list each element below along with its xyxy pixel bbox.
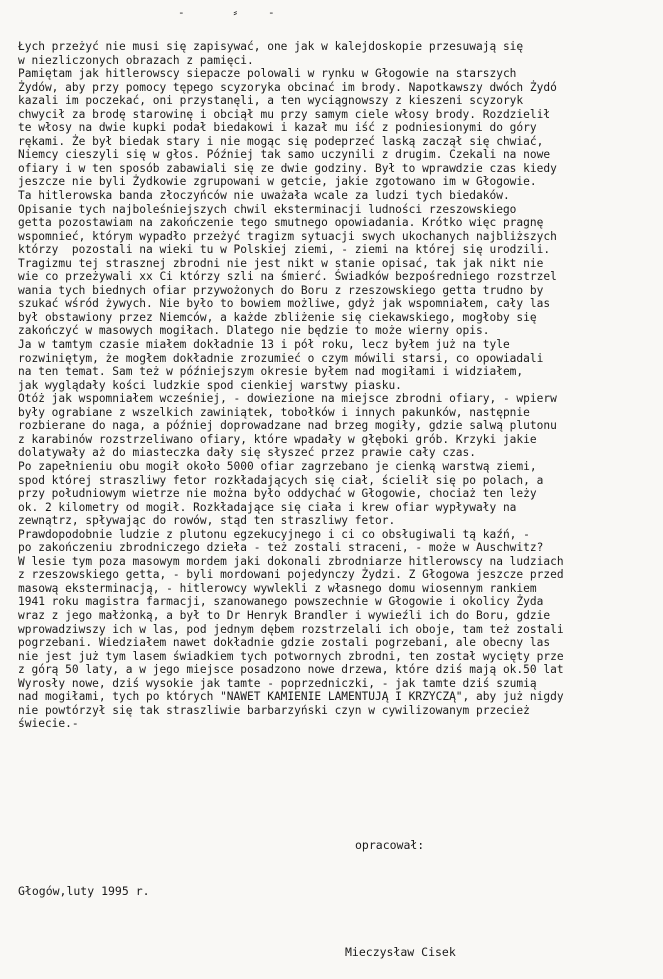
text-line: te włosy na dwie kupki podał biedakowi i kazał mu iść z podniesionymi do góry: [18, 121, 537, 135]
text-line: dolatywały aż do miasteczka dały się słyszeć przez prawie cały czas.: [18, 446, 477, 460]
text-line: w niezliczonych obrazach z pamięci.: [18, 53, 254, 67]
text-line: wraz z jego małżonką, a był to Dr Henryk Brandler i wywieźli ich do Boru, gdzie: [18, 608, 551, 622]
text-line: getta pozostawiam na zakończenie tego smutnego opowiadania. Krótko więc pragnę: [18, 216, 544, 230]
text-line: ofiary i w ten sposób zabawiali się ze dwie godziny. Był to wprawdzie czas kiedy: [18, 161, 557, 175]
text-line: Pamiętam jak hitlerowscy siepacze polowali w rynku w Głogowie na starszych: [18, 67, 517, 81]
signoff-label: opracował:: [355, 838, 425, 852]
text-line: Tragizmu tej strasznej zbrodni nie jest nikt w stanie opisać, tak jak nikt nie: [18, 256, 544, 270]
text-line: W lesie tym poza masowym mordem jaki dokonali zbrodniarze hitlerowscy na ludziach: [18, 554, 564, 568]
text-line: z rzeszowskiego getta, - byli mordowani pojedynczy Żydzi. Z Głogowa jeszcze przed: [18, 568, 564, 582]
text-line: Otóż jak wspomniałem wcześniej, - dowiezione na miejsce zbrodni ofiary, - wpierw: [18, 392, 557, 406]
text-line: rozwiniętym, że mogłem dokładnie zrozumieć o czym mówili starsi, co opowiadali: [18, 351, 544, 365]
text-line: nie powtórzył się tak straszliwie barbarzyński czyn w cywilizowanym przecież: [18, 703, 530, 717]
text-line: wspomnieć, którym wypadło przeżyć tragizm sytuacji swych ukochanych najbliższych: [18, 229, 557, 243]
text-line: Ja w tamtym czasie miałem dokładnie 13 i pół roku, lecz byłem już na tyle: [18, 338, 510, 352]
text-line: na ten temat. Sam też w późniejszym okresie byłem nad mogiłami i widziałem,: [18, 365, 524, 379]
top-mark-3: -: [268, 6, 275, 19]
top-mark-1: -: [178, 6, 185, 19]
text-line: nie jest już tym lasem świadkiem tych potwornych zbrodni, ten został wycięty prze: [18, 649, 564, 663]
body-text: [18, 40, 650, 731]
text-line: był obstawiony przez Niemców, a każde zbliżenie się ciekawskiego, mogłoby się: [18, 310, 537, 324]
text-line: masową eksterminacją, - hitlerowcy wywlekli z własnego domu wiosennym rankiem: [18, 581, 537, 595]
text-line: Łych przeżyć nie musi się zapisywać, one jak w kalejdoskopie przesuwają się: [18, 40, 524, 53]
top-mark-2: ⸗: [232, 6, 239, 19]
text-line: rękami. Że był biedak stary i nie mogąc się podeprzeć laską zaczął się chwiać,: [18, 134, 544, 148]
text-line: z karabinów rozstrzeliwano ofiary, które wpadały w głęboki grób. Krzyki jakie: [18, 432, 537, 446]
text-line: Opisanie tych najboleśniejszych chwil eksterminacji ludności rzeszowskiego: [18, 202, 517, 216]
text-line: Prawdopodobnie ludzie z plutonu egzekucyjnego i ci co obsługiwali tą kaźń, -: [18, 527, 530, 541]
text-line: Niemcy cieszyli się w głos. Później tak samo uczynili z drugim. Czekali na nowe: [18, 148, 551, 162]
text-line: kazali im poczekać, oni przystanęli, a ten wyciągnowszy z kieszeni scyzoryk: [18, 94, 524, 108]
text-line: wprowadziwszy ich w las, pod jednym dębem rozstrzelali ich oboje, tam też zostali: [18, 622, 564, 636]
text-line: rozbierane do naga, a później doprowadzane nad brzeg mogiły, gdzie salwą plutonu: [18, 419, 557, 433]
text-line: jak wyglądały kości ludzkie spod cienkiej warstwy piasku.: [18, 378, 402, 392]
text-line: zakończyć w masowych mogiłach. Dlatego nie będzie to może wierny opis.: [18, 324, 490, 338]
text-line: ok. 2 kilometry od mogił. Rozkładające się ciała i krew ofiar wypływały na: [18, 500, 517, 514]
text-line: 1941 roku magistra farmacji, szanowanego powszechnie w Głogowie i okolicy Żyda: [18, 595, 544, 609]
text-line: Po zapełnieniu obu mogił około 5000 ofiar zagrzebano je cienką warstwą ziemi,: [18, 459, 537, 473]
text-line: przy południowym wietrze nie można było oddychać w Głogowie, chociaż ten leży: [18, 487, 537, 501]
text-line: Wyrosły nowe, dziś wysokie jak tamte - poprzedniczki, - jak tamte dziś szumią: [18, 676, 537, 690]
text-line: Żydów, aby przy pomocy tępego scyzoryka obcinać im brody. Napotkawszy dwóch Żydó: [18, 80, 557, 94]
text-line: po zakończeniu zbrodniczego dzieła - też zostali straceni, - może w Auschwitz?: [18, 541, 544, 555]
text-line: wie co przeżywali xx Ci którzy szli na śmierć. Świadków bezpośredniego rozstrzel: [18, 270, 557, 284]
text-line: zewnątrz, spływając do rowów, stąd ten straszliwy fetor.: [18, 514, 396, 528]
text-line: szukać wśród żywych. Nie było to bowiem możliwe, gdyż jak wspomniałem, cały las: [18, 297, 551, 311]
text-line: świecie.-: [18, 717, 79, 731]
text-line: jeszcze nie byli Żydkowie zgrupowani w getcie, jakie zgotowano im w Głogowie.: [18, 175, 537, 189]
text-line: którzy pozostali na wieki tu w Polskiej ziemi, - ziemi na której się urodzili.: [18, 243, 551, 257]
text-line: nad mogiłami, tych po których "NAWET KAMIENIE LAMENTUJĄ I KRZYCZĄ", aby już nigdy: [18, 690, 564, 704]
author-name: Mieczysław Cisek: [345, 945, 456, 959]
text-line: były ograbiane z wszelkich zawiniątek, tobołków i innych pakunków, następnie: [18, 405, 530, 419]
text-line: z górą 50 laty, a w jego miejsce posadzono nowe drzewa, które dziś mają ok.50 lat: [18, 663, 564, 677]
text-line: pogrzebani. Wiedziałem nawet dokładnie gdzie zostali pogrzebani, ale obecny las: [18, 636, 551, 650]
place-date: Głogów,luty 1995 r.: [18, 884, 150, 898]
top-marks: [0, 6, 663, 18]
text-line: wania tych biednych ofiar przywożonych do Boru z rzeszowskiego getta trudno by: [18, 283, 544, 297]
text-line: chwycił za brodę starowinę i obciął mu przy samym ciele włosy brody. Rozdzielił: [18, 107, 551, 121]
text-line: Ta hitlerowska banda złoczyńców nie uważała wcale za ludzi tych biedaków.: [18, 189, 510, 203]
text-line: spod której straszliwy fetor rozkładających się ciał, ścielił się po polach, a: [18, 473, 544, 487]
